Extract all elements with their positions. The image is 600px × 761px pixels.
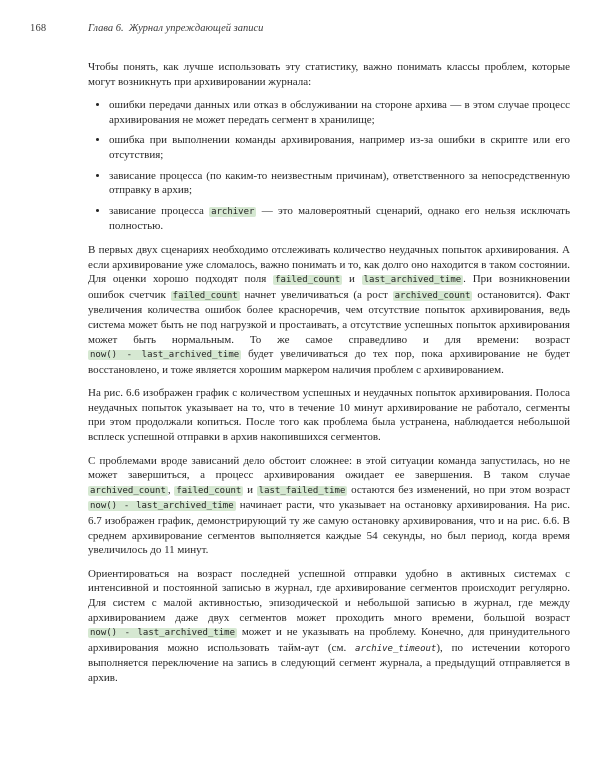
text-run: зависание процесса (по каким-то неизвестным причинам), ответственного за непосредственную отправку в архив; (109, 169, 570, 197)
text-run: ошибки передачи данных или отказ в обслуживании на стороне архива — в этом случае процесс архивирования не может передать сегмент в хранилище; (109, 99, 570, 126)
text-run: Ориентироваться на возраст последней успешной отправки удобно в активных системах с интенсивной и постоянной записью в журнал, где архивирование сегментов происходит регулярно. Для систем с малой активностью, эпизодической и небольшой записью в журнал, где между архивированием даже двух сегментов может проходить много времени, большой возраст (88, 567, 570, 624)
text-run: ), по истечении которого выполняется переключение на запись в следующий сегмент журнала, а предыдущий отправляется в архив. (88, 641, 570, 684)
text-run: , (167, 483, 175, 496)
text-run: и (342, 273, 362, 286)
paragraph (88, 567, 570, 686)
text-run: остановится). Факт увеличения количества ошибок более красноречив, чем отсутствие попыток архивирования, ведь система может быть не под нагрузкой и простаивать, а отсутствие успешных попыток архивирования может быть нормальным. То же самое справедливо и для времени: возраст (88, 288, 570, 346)
list-item (109, 204, 570, 234)
paragraph (88, 386, 570, 444)
page-body (88, 60, 570, 695)
inline-code-italic: archive_timeout (355, 643, 437, 654)
list-item (109, 169, 570, 198)
text-run: — это маловероятный сценарий, однако его нельзя исключать полностью. (109, 204, 570, 233)
text-run: начинает расти, что указывает на остановку архивирования. На рис. 6.7 изображен график, демонстрирующий ту же самую остановку архивирования, что и на рис. 6.6. В среднем архивирование сегментов выполняется каждые 54 секунды, но был период, когда время увеличилось до 11 минут. (88, 499, 570, 557)
inline-code: archived_count (90, 485, 166, 496)
text-run: остаются без изменений, но при этом возраст (347, 483, 571, 496)
list-item (109, 98, 570, 127)
text-run: С проблемами вроде зависаний дело обстоит сложнее: в этой ситуации команда запустилась, но не может завершиться, а процесс архивирования ожидает ее завершения. В таком случае (88, 454, 570, 482)
page-header (30, 22, 570, 36)
page-number: 168 (30, 23, 47, 34)
running-head: Глава 6. Журнал упреждающей записи (88, 23, 264, 34)
inline-code: last_failed_time (258, 485, 346, 496)
text-run: может и не указывать на проблему. Конечно, для принудительного архивирования можно использовать тайм-аут (см. (88, 626, 570, 654)
text-run: начнет увеличиваться (а рост (239, 288, 393, 301)
inline-code: now() - last_archived_time (90, 501, 234, 512)
list-item (109, 133, 570, 162)
inline-code: last_archived_time (363, 275, 462, 286)
paragraph (88, 60, 570, 89)
inline-code: failed_count (172, 290, 238, 301)
paragraph (88, 243, 570, 377)
text-run: На рис. 6.6 изображен график с количеством успешных и неудачных попыток архивирования. Полоса неудачных попыток указывает на то, что в течение 10 минут архивирование не работало, сегменты при этом продолжали копиться. После того как проблема была устранена, наблюдается небольшой всплеск успешной отправки в архив накопившихся сегментов. (88, 387, 570, 444)
bullet-list (88, 98, 570, 234)
inline-code: failed_count (275, 275, 341, 286)
inline-code: now() - last_archived_time (90, 350, 240, 361)
text-run: будет увеличиваться до тех пор, пока архивирование не будет восстановлено, и тоже является хорошим маркером наличия проблем с архивированием. (88, 348, 570, 376)
inline-code: archiver (211, 206, 255, 217)
inline-code: failed_count (176, 485, 242, 496)
text-run: зависание процесса (109, 204, 210, 217)
paragraph (88, 454, 570, 558)
inline-code: now() - last_archived_time (90, 628, 236, 639)
inline-code: archived_count (394, 290, 471, 301)
text-run: и (243, 483, 257, 496)
text-run: ошибка при выполнении команды архивирования, например из-за ошибки в скрипте или его отсутствия; (109, 134, 570, 161)
text-run: Чтобы понять, как лучше использовать эту статистику, важно понимать классы проблем, которые могут возникнуть при архивировании журнала: (88, 61, 570, 88)
text-run: . При возникновении ошибок счетчик (88, 273, 570, 301)
text-run: В первых двух сценариях необходимо отслеживать количество неудачных попыток архивирования. А если архивирование уже сломалось, важно понимать и то, как долго оно находится в таком состоянии. Для оценки хорошо подходят поля (88, 243, 570, 286)
